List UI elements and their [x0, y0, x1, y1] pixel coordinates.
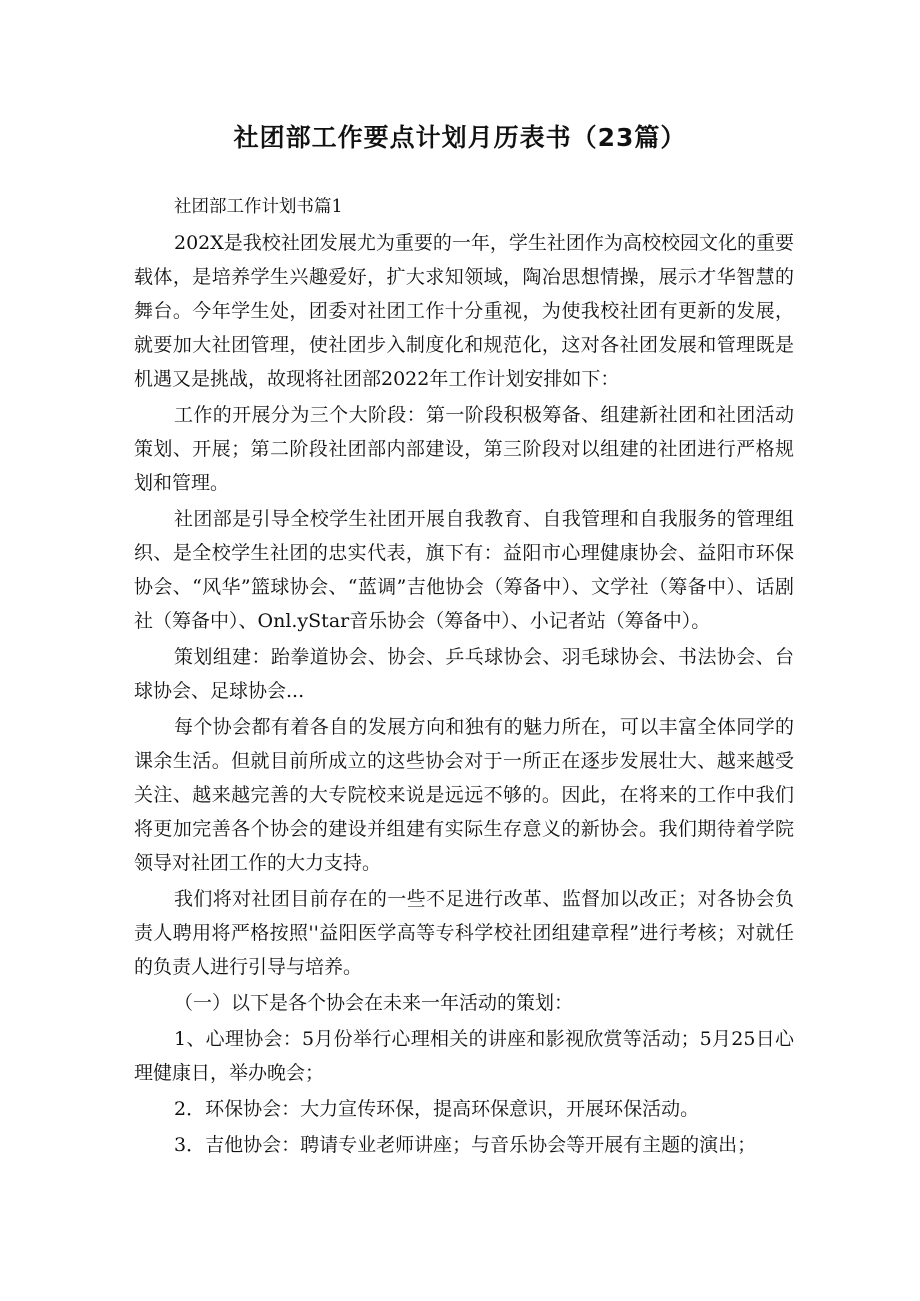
list-item-environment: 2．环保协会：大力宣传环保，提高环保意识，开展环保活动。	[174, 1098, 700, 1120]
document-title: 社团部工作要点计划月历表书（23篇）	[233, 123, 687, 152]
list-item-psychology: 1、心理协会：5月份举行心理相关的讲座和影视欣赏等活动；5月25日心理健康日，举办晚会；	[134, 1028, 794, 1084]
paragraph-plan-heading: （一）以下是各个协会在未来一年活动的策划：	[174, 992, 574, 1014]
paragraph-department: 社团部是引导全校学生社团开展自我教育、自我管理和自我服务的管理组织、是全校学生社团的忠实代表，旗下有：益阳市心理健康协会、益阳市环保协会、“风华”篮球协会、“蓝调”吉他协会（筹备中）、文学社（筹备中）、话剧社（筹备中）、Onl.yStar音乐协会（筹备中）、小记者站（筹备中）。	[134, 508, 794, 632]
paragraph-reform: 我们将对社团目前存在的一些不足进行改革、监督加以改正；对各协会负责人聘用将严格按照''益阳医学高等专科学校社团组建章程”进行考核；对就任的负责人进行引导与培养。	[134, 888, 794, 978]
paragraph-stages: 工作的开展分为三个大阶段：第一阶段积极筹备、组建新社团和社团活动策划、开展；第二阶段社团部内部建设，第三阶段对以组建的社团进行严格规划和管理。	[134, 404, 794, 494]
section-heading: 社团部工作计划书篇1	[174, 197, 343, 217]
paragraph-planned-clubs: 策划组建：跆拳道协会、协会、乒乓球协会、羽毛球协会、书法协会、台球协会、足球协会...	[134, 646, 794, 702]
paragraph-intro: 202X是我校社团发展尤为重要的一年，学生社团作为高校校园文化的重要载体，是培养学生兴趣爱好，扩大求知领域，陶冶思想情操，展示才华智慧的舞台。今年学生处，团委对社团工作十分重视，为使我校社团有更新的发展，就要加大社团管理，使社团步入制度化和规范化，这对各社团发展和管理既是机遇又是挑战，故现将社团部2022年工作计划安排如下：	[134, 232, 794, 390]
list-item-guitar: 3．吉他协会：聘请专业老师讲座；与音乐协会等开展有主题的演出；	[174, 1134, 757, 1156]
paragraph-development: 每个协会都有着各自的发展方向和独有的魅力所在，可以丰富全体同学的课余生活。但就目前所成立的这些协会对于一所正在逐步发展壮大、越来越受关注、越来越完善的大专院校来说是远远不够的。因此，在将来的工作中我们将更加完善各个协会的建设并组建有实际生存意义的新协会。我们期待着学院领导对社团工作的大力支持。	[134, 716, 794, 874]
document-body	[134, 190, 794, 1162]
